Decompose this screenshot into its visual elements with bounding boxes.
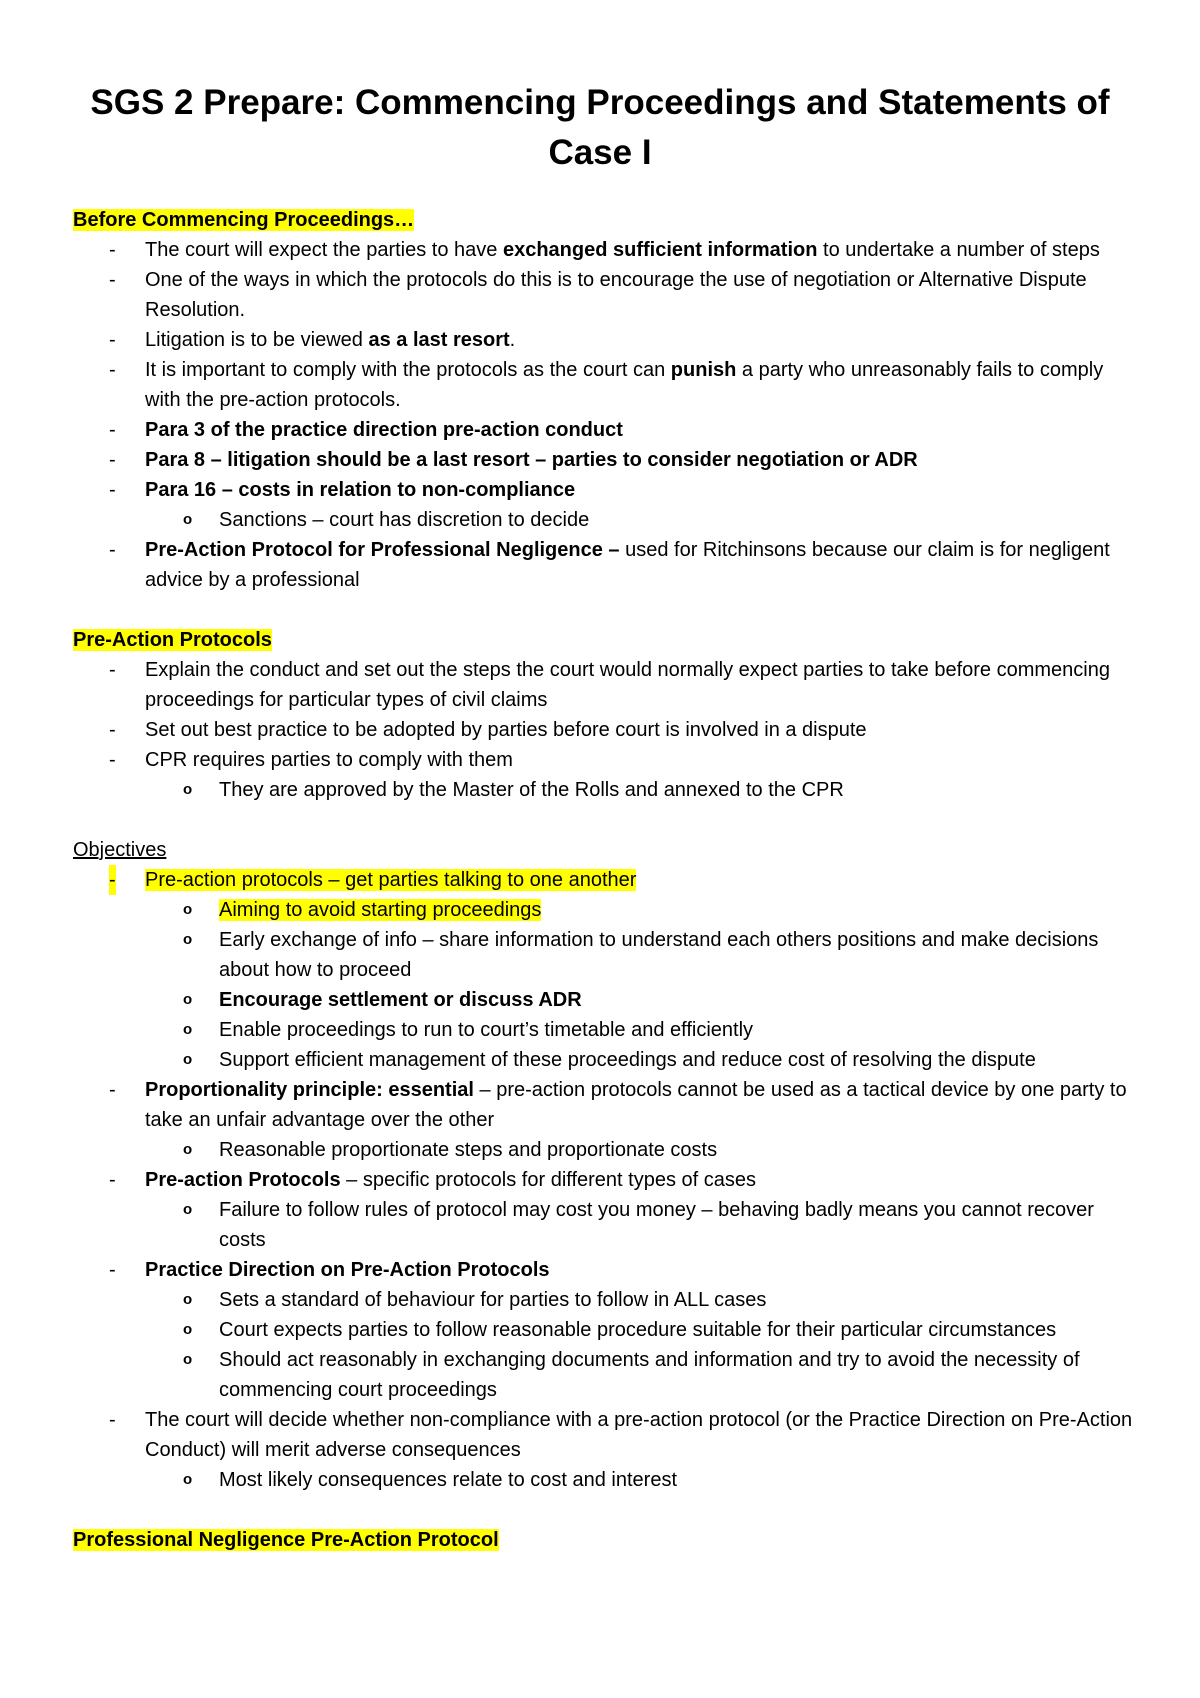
bullet-marker: - <box>109 1079 116 1101</box>
bullet-marker: o <box>183 1051 193 1068</box>
bullet-marker: o <box>183 1291 193 1308</box>
sub-list-item: o Most likely consequences relate to cost and interest <box>73 1465 1143 1495</box>
bullet-marker: - <box>109 659 116 681</box>
sub-list-item: o Encourage settlement or discuss ADR <box>73 985 1143 1015</box>
list-item: - Para 3 of the practice direction pre-action conduct <box>73 415 1143 445</box>
bullet-marker: o <box>183 1201 193 1218</box>
bullet-marker: o <box>183 1471 193 1488</box>
list-item: - Explain the conduct and set out the steps the court would normally expect parties to take before commencing proceedings for particular types of civil claims <box>73 655 1143 715</box>
sub-list-item: o Sets a standard of behaviour for parties to follow in ALL cases <box>73 1285 1143 1315</box>
bullet-marker: - <box>109 419 116 441</box>
bullet-marker: - <box>109 1409 116 1431</box>
bullet-marker: - <box>109 329 116 351</box>
list-item: - CPR requires parties to comply with them o They are approved by the Master of the Rolls and annexed to the CPR <box>73 745 1143 805</box>
list-item: - Para 8 – litigation should be a last resort – parties to consider negotiation or ADR <box>73 445 1143 475</box>
bullet-marker: o <box>183 991 193 1008</box>
sub-list-item: o Support efficient management of these proceedings and reduce cost of resolving the dispute <box>73 1045 1143 1075</box>
bullet-marker: - <box>109 1259 116 1281</box>
bullet-marker: o <box>183 901 193 918</box>
sub-list-item: o Enable proceedings to run to court’s timetable and efficiently <box>73 1015 1143 1045</box>
sub-list-item: o Aiming to avoid starting proceedings <box>73 895 1143 925</box>
sub-list <box>145 1465 1143 1495</box>
bullet-marker: - <box>109 865 116 895</box>
bullet-marker: - <box>109 479 116 501</box>
bullet-list <box>73 655 1143 805</box>
sub-list <box>145 1285 1143 1405</box>
bullet-marker: o <box>183 1351 193 1368</box>
page-title: SGS 2 Prepare: Commencing Proceedings and Statements of Case I <box>90 83 1110 172</box>
bullet-marker: o <box>183 1321 193 1338</box>
section-heading-before: Before Commencing Proceedings… <box>73 209 415 231</box>
list-item: - It is important to comply with the protocols as the court can punish a party who unreasonably fails to comply with the pre-action protocols. <box>73 355 1143 415</box>
sub-list-item: o Failure to follow rules of protocol may cost you money – behaving badly means you cannot recover costs <box>73 1195 1143 1255</box>
document-body <box>73 205 1143 1555</box>
list-item: - Pre-action Protocols – specific protocols for different types of cases o Failure to follow rules of protocol may cost you money – behaving badly means you cannot recover costs <box>73 1165 1143 1255</box>
list-item: - The court will decide whether non-compliance with a pre-action protocol (or the Practice Direction on Pre-Action Conduct) will merit adverse consequences o Most likely consequences relate to cost and interest <box>73 1405 1143 1495</box>
bullet-list <box>73 235 1143 595</box>
section-heading-objectives: Objectives <box>73 839 167 861</box>
list-item: - Pre-action protocols – get parties talking to one another o Aiming to avoid starting proceedings o Early exchange of info – share information to understand each others positions and make decisions about how to proceed o Encourage settlement or discuss ADR o Enable proceedings to run to court’s timetable and efficiently o Support efficient management of these proceedings and reduce cost of resolving the dispute <box>73 865 1143 1075</box>
bullet-marker: - <box>109 269 116 291</box>
list-item: - Litigation is to be viewed as a last resort. <box>73 325 1143 355</box>
sub-list <box>145 505 1143 535</box>
list-item: - The court will expect the parties to have exchanged sufficient information to undertake a number of steps <box>73 235 1143 265</box>
sub-list-item: o Sanctions – court has discretion to decide <box>73 505 1143 535</box>
bullet-marker: - <box>109 449 116 471</box>
bullet-marker: - <box>109 539 116 561</box>
list-item: - Para 16 – costs in relation to non-compliance o Sanctions – court has discretion to decide <box>73 475 1143 535</box>
bullet-marker: o <box>183 511 193 528</box>
bullet-list <box>73 865 1143 1495</box>
bullet-marker: - <box>109 749 116 771</box>
sub-list-item: o They are approved by the Master of the Rolls and annexed to the CPR <box>73 775 1143 805</box>
bullet-marker: - <box>109 719 116 741</box>
sub-list <box>145 895 1143 1075</box>
list-item: - Proportionality principle: essential – pre-action protocols cannot be used as a tactical device by one party to take an unfair advantage over the other o Reasonable proportionate steps and proportionate costs <box>73 1075 1143 1165</box>
section-heading-professional-negligence: Professional Negligence Pre-Action Protocol <box>73 1529 499 1551</box>
section-heading-protocols: Pre-Action Protocols <box>73 629 272 651</box>
bullet-marker: - <box>109 239 116 261</box>
bullet-marker: - <box>109 1169 116 1191</box>
sub-list <box>145 1195 1143 1255</box>
list-item: - Practice Direction on Pre-Action Protocols o Sets a standard of behaviour for parties to follow in ALL cases o Court expects parties to follow reasonable procedure suitable for their particular circumstances o Should act reasonably in exchanging documents and information and try to avoid the necessity of commencing court proceedings <box>73 1255 1143 1405</box>
sub-list <box>145 775 1143 805</box>
list-item: - One of the ways in which the protocols do this is to encourage the use of negotiation or Alternative Dispute Resolution. <box>73 265 1143 325</box>
sub-list-item: o Court expects parties to follow reasonable procedure suitable for their particular circumstances <box>73 1315 1143 1345</box>
bullet-marker: o <box>183 1141 193 1158</box>
sub-list-item: o Should act reasonably in exchanging documents and information and try to avoid the necessity of commencing court proceedings <box>73 1345 1143 1405</box>
sub-list <box>145 1135 1143 1165</box>
sub-list-item: o Reasonable proportionate steps and proportionate costs <box>73 1135 1143 1165</box>
bullet-marker: o <box>183 931 193 948</box>
list-item: - Pre-Action Protocol for Professional Negligence – used for Ritchinsons because our claim is for negligent advice by a professional <box>73 535 1143 595</box>
bullet-marker: o <box>183 781 193 798</box>
sub-list-item: o Early exchange of info – share information to understand each others positions and make decisions about how to proceed <box>73 925 1143 985</box>
list-item: - Set out best practice to be adopted by parties before court is involved in a dispute <box>73 715 1143 745</box>
bullet-marker: o <box>183 1021 193 1038</box>
bullet-marker: - <box>109 359 116 381</box>
